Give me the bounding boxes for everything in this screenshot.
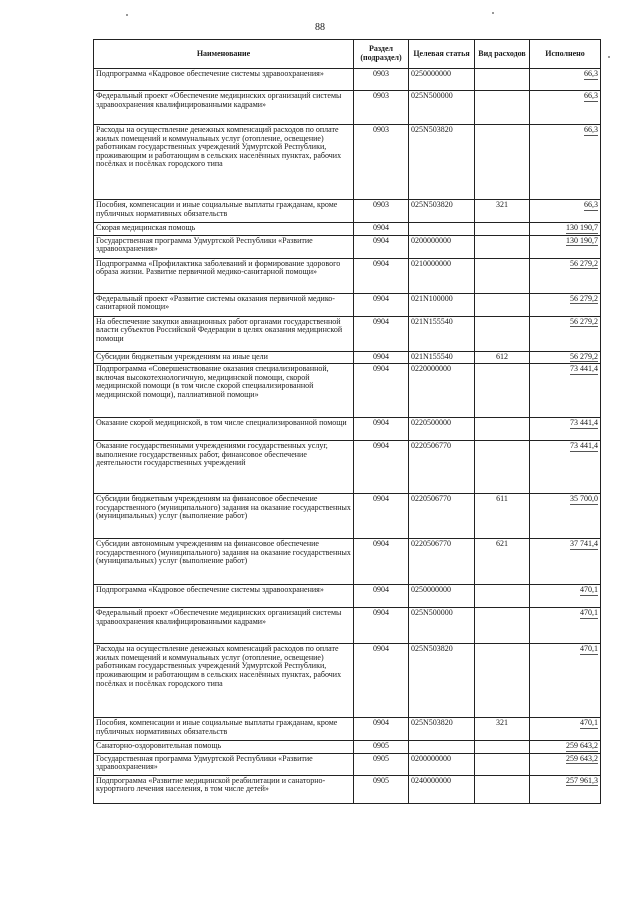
row-executed bbox=[530, 223, 601, 236]
row-target-article-text: 0220506770 bbox=[411, 539, 451, 549]
row-target-article bbox=[409, 494, 475, 539]
row-target-article bbox=[409, 223, 475, 236]
row-section bbox=[354, 364, 409, 418]
row-executed-text: 56 279,2 bbox=[570, 293, 598, 303]
row-section-text: 0903 bbox=[373, 69, 389, 78]
row-name bbox=[94, 223, 354, 236]
row-section-text: 0904 bbox=[373, 258, 389, 268]
row-executed-text: 257 961,3 bbox=[566, 775, 598, 785]
row-expense-type bbox=[475, 91, 530, 125]
row-executed-text: 73 441,4 bbox=[570, 418, 598, 428]
table-row bbox=[94, 69, 601, 91]
row-executed bbox=[530, 441, 601, 494]
row-target-article-text: 0240000000 bbox=[411, 775, 451, 785]
table-row bbox=[94, 494, 601, 539]
row-target-article-text: 021N100000 bbox=[411, 293, 453, 303]
table-row bbox=[94, 644, 601, 718]
row-executed-text: 470,1 bbox=[580, 608, 598, 618]
row-expense-type bbox=[475, 293, 530, 316]
row-section bbox=[354, 235, 409, 258]
header-executed: Исполнено bbox=[530, 40, 601, 69]
row-section bbox=[354, 644, 409, 718]
row-section-text: 0904 bbox=[373, 644, 389, 654]
row-name bbox=[94, 235, 354, 258]
table-row bbox=[94, 539, 601, 585]
row-name bbox=[94, 775, 354, 803]
row-target-article-text: 0220506770 bbox=[411, 494, 451, 504]
row-expense-type bbox=[475, 718, 530, 741]
scan-speck bbox=[492, 12, 494, 14]
row-executed-text: 470,1 bbox=[580, 718, 598, 728]
row-target-article bbox=[409, 364, 475, 418]
row-section-text: 0904 bbox=[373, 316, 389, 326]
row-expense-type bbox=[475, 585, 530, 608]
row-expense-type bbox=[475, 200, 530, 223]
row-expense-type bbox=[475, 418, 530, 441]
row-executed-text: 470,1 bbox=[580, 585, 598, 595]
row-target-article bbox=[409, 644, 475, 718]
row-target-article-text: 0220506770 bbox=[411, 441, 451, 451]
row-section-text: 0904 bbox=[373, 293, 389, 303]
table-row bbox=[94, 200, 601, 223]
row-target-article bbox=[409, 258, 475, 293]
table-row bbox=[94, 585, 601, 608]
row-name bbox=[94, 125, 354, 200]
table-row bbox=[94, 753, 601, 775]
row-name-text: Подпрограмма «Развитие медицинской реабилитации и санаторно-курортного лечения населения, в том числе детей» bbox=[96, 775, 326, 794]
row-section bbox=[354, 775, 409, 803]
row-target-article-text: 025N503820 bbox=[411, 718, 453, 728]
row-target-article bbox=[409, 69, 475, 91]
row-section bbox=[354, 494, 409, 539]
row-target-article bbox=[409, 608, 475, 644]
table-header-row bbox=[94, 40, 601, 69]
row-target-article bbox=[409, 316, 475, 351]
row-executed bbox=[530, 608, 601, 644]
row-section-text: 0904 bbox=[373, 441, 389, 451]
row-expense-type-text: 612 bbox=[496, 351, 508, 361]
row-section bbox=[354, 585, 409, 608]
row-executed-text: 66,3 bbox=[584, 125, 598, 134]
row-name bbox=[94, 441, 354, 494]
row-name bbox=[94, 258, 354, 293]
row-name-text: Оказание государственными учреждениями государственных услуг, выполнение государственных работ, финансовое обеспечение деятельности государственных учреждений bbox=[96, 441, 328, 468]
row-expense-type bbox=[475, 441, 530, 494]
row-name bbox=[94, 316, 354, 351]
row-target-article-text: 0220500000 bbox=[411, 418, 451, 428]
row-expense-type bbox=[475, 69, 530, 91]
row-name bbox=[94, 608, 354, 644]
row-name-text: Субсидии бюджетным учреждениям на финансовое обеспечение государственного (муниципального) задания на оказание государственных (муниципальных) услуг (выполнение работ) bbox=[96, 494, 351, 521]
row-target-article bbox=[409, 200, 475, 223]
row-name bbox=[94, 200, 354, 223]
row-name bbox=[94, 753, 354, 775]
table-row bbox=[94, 316, 601, 351]
table-row bbox=[94, 293, 601, 316]
table-row bbox=[94, 351, 601, 364]
header-name: Наименование bbox=[94, 40, 354, 69]
scan-speck bbox=[608, 56, 610, 58]
page-number: 88 bbox=[315, 22, 325, 33]
row-section bbox=[354, 200, 409, 223]
row-expense-type bbox=[475, 539, 530, 585]
row-name bbox=[94, 494, 354, 539]
row-executed-text: 56 279,2 bbox=[570, 316, 598, 326]
row-name-text: Скорая медицинская помощь bbox=[96, 223, 196, 232]
row-executed bbox=[530, 753, 601, 775]
row-executed-text: 73 441,4 bbox=[570, 441, 598, 451]
row-name-text: Оказание скорой медицинской, в том числе специализированной помощи bbox=[96, 418, 347, 428]
row-expense-type-text: 321 bbox=[496, 718, 508, 728]
row-section bbox=[354, 223, 409, 236]
table-row bbox=[94, 608, 601, 644]
table-row bbox=[94, 91, 601, 125]
row-name-text: На обеспечение закупки авиационных работ органами государственной власти субъектов Российской Федерации в целях оказания медицинской помощи bbox=[96, 316, 343, 343]
row-section-text: 0904 bbox=[373, 235, 389, 245]
row-target-article-text: 021N155540 bbox=[411, 351, 453, 361]
row-executed-text: 35 700,0 bbox=[570, 494, 598, 504]
row-target-article bbox=[409, 125, 475, 200]
row-expense-type bbox=[475, 125, 530, 200]
row-section bbox=[354, 608, 409, 644]
row-executed bbox=[530, 91, 601, 125]
table-row bbox=[94, 718, 601, 741]
row-target-article-text: 025N500000 bbox=[411, 91, 453, 100]
row-name-text: Санаторно-оздоровительная помощь bbox=[96, 741, 222, 751]
row-executed-text: 259 643,2 bbox=[566, 741, 598, 751]
table-row bbox=[94, 235, 601, 258]
row-executed bbox=[530, 494, 601, 539]
row-target-article-text: 025N500000 bbox=[411, 608, 453, 618]
row-section-text: 0904 bbox=[373, 539, 389, 549]
row-name-text: Государственная программа Удмуртской Республики «Развитие здравоохранения» bbox=[96, 235, 313, 254]
row-expense-type bbox=[475, 775, 530, 803]
row-target-article-text: 0250000000 bbox=[411, 585, 451, 595]
header-section: Раздел (подраздел) bbox=[354, 40, 409, 69]
row-executed bbox=[530, 364, 601, 418]
budget-execution-table bbox=[93, 39, 601, 804]
table-row bbox=[94, 741, 601, 754]
row-target-article-text: 025N503820 bbox=[411, 644, 453, 654]
row-executed bbox=[530, 741, 601, 754]
row-section-text: 0904 bbox=[373, 351, 389, 361]
row-name-text: Федеральный проект «Развитие системы оказания первичной медико-санитарной помощи» bbox=[96, 293, 335, 312]
row-name-text: Расходы на осуществление денежных компенсаций расходов по оплате жилых помещений и коммунальных услуг (отопление, освещение) работникам государственных учреждений Удмуртской Республики, проживающим и работающим в сельских населённых пунктах, рабочих посёлках и посёлках городского типа bbox=[96, 125, 342, 169]
row-name bbox=[94, 539, 354, 585]
row-executed bbox=[530, 539, 601, 585]
row-target-article bbox=[409, 718, 475, 741]
row-executed-text: 130 190,7 bbox=[566, 235, 598, 245]
row-section bbox=[354, 351, 409, 364]
row-expense-type bbox=[475, 494, 530, 539]
table-row bbox=[94, 364, 601, 418]
row-executed-text: 66,3 bbox=[584, 200, 598, 209]
row-target-article-text: 021N155540 bbox=[411, 316, 453, 326]
row-section bbox=[354, 91, 409, 125]
row-target-article-text: 0200000000 bbox=[411, 235, 451, 245]
row-executed bbox=[530, 125, 601, 200]
row-target-article-text: 025N503820 bbox=[411, 125, 453, 134]
row-executed-text: 259 643,2 bbox=[566, 753, 598, 763]
row-section bbox=[354, 125, 409, 200]
row-executed bbox=[530, 293, 601, 316]
table-row bbox=[94, 125, 601, 200]
row-name-text: Субсидии бюджетным учреждениям на иные цели bbox=[96, 351, 268, 361]
row-executed bbox=[530, 235, 601, 258]
row-executed bbox=[530, 644, 601, 718]
row-target-article bbox=[409, 539, 475, 585]
row-target-article bbox=[409, 775, 475, 803]
row-expense-type bbox=[475, 644, 530, 718]
row-name bbox=[94, 351, 354, 364]
row-target-article bbox=[409, 741, 475, 754]
row-name-text: Федеральный проект «Обеспечение медицинских организаций системы здравоохранения квалифицированными кадрами» bbox=[96, 91, 342, 109]
row-section bbox=[354, 293, 409, 316]
row-executed-text: 130 190,7 bbox=[566, 223, 598, 232]
row-target-article-text: 0220000000 bbox=[411, 364, 451, 374]
row-name-text: Пособия, компенсации и иные социальные выплаты гражданам, кроме публичных нормативных обязательств bbox=[96, 718, 338, 736]
row-section-text: 0904 bbox=[373, 223, 389, 232]
row-executed bbox=[530, 316, 601, 351]
row-executed bbox=[530, 351, 601, 364]
row-target-article bbox=[409, 235, 475, 258]
row-executed-text: 56 279,2 bbox=[570, 351, 598, 361]
table-row bbox=[94, 441, 601, 494]
table-row bbox=[94, 223, 601, 236]
row-name-text: Федеральный проект «Обеспечение медицинских организаций системы здравоохранения квалифицированными кадрами» bbox=[96, 608, 342, 626]
row-name bbox=[94, 418, 354, 441]
row-target-article bbox=[409, 441, 475, 494]
table-row bbox=[94, 418, 601, 441]
row-executed bbox=[530, 775, 601, 803]
row-expense-type bbox=[475, 608, 530, 644]
row-section bbox=[354, 718, 409, 741]
row-expense-type bbox=[475, 741, 530, 754]
row-expense-type bbox=[475, 235, 530, 258]
row-expense-type-text: 611 bbox=[496, 494, 508, 504]
row-executed bbox=[530, 718, 601, 741]
row-section-text: 0903 bbox=[373, 125, 389, 134]
row-name bbox=[94, 644, 354, 718]
row-expense-type-text: 321 bbox=[496, 200, 508, 209]
row-section-text: 0904 bbox=[373, 418, 389, 428]
row-expense-type bbox=[475, 223, 530, 236]
row-target-article bbox=[409, 293, 475, 316]
row-name-text: Подпрограмма «Кадровое обеспечение системы здравоохранения» bbox=[96, 585, 324, 595]
row-executed bbox=[530, 200, 601, 223]
header-expense-type: Вид расходов bbox=[475, 40, 530, 69]
row-section-text: 0904 bbox=[373, 608, 389, 618]
row-executed bbox=[530, 418, 601, 441]
row-section-text: 0904 bbox=[373, 718, 389, 728]
row-section bbox=[354, 258, 409, 293]
row-name-text: Пособия, компенсации и иные социальные выплаты гражданам, кроме публичных нормативных обязательств bbox=[96, 200, 338, 218]
row-section bbox=[354, 539, 409, 585]
row-executed bbox=[530, 585, 601, 608]
row-name bbox=[94, 718, 354, 741]
row-executed-text: 56 279,2 bbox=[570, 258, 598, 268]
row-section-text: 0903 bbox=[373, 91, 389, 100]
row-name bbox=[94, 585, 354, 608]
row-name-text: Подпрограмма «Кадровое обеспечение системы здравоохранения» bbox=[96, 69, 324, 78]
row-executed bbox=[530, 69, 601, 91]
row-target-article-text: 0200000000 bbox=[411, 753, 451, 763]
row-name-text: Подпрограмма «Совершенствование оказания специализированной, включая высокотехнологичную, медицинской помощи, скорой медицинской помощи (в том числе скорой специализированной медицинской помощи), паллиативной помощи» bbox=[96, 364, 329, 399]
table-row bbox=[94, 775, 601, 803]
row-target-article bbox=[409, 585, 475, 608]
row-executed-text: 470,1 bbox=[580, 644, 598, 654]
row-executed bbox=[530, 258, 601, 293]
row-section bbox=[354, 753, 409, 775]
row-executed-text: 37 741,4 bbox=[570, 539, 598, 549]
row-section-text: 0904 bbox=[373, 494, 389, 504]
row-section bbox=[354, 741, 409, 754]
row-name bbox=[94, 69, 354, 91]
row-name bbox=[94, 741, 354, 754]
row-section bbox=[354, 418, 409, 441]
row-expense-type bbox=[475, 753, 530, 775]
row-name bbox=[94, 91, 354, 125]
row-name-text: Расходы на осуществление денежных компенсаций расходов по оплате жилых помещений и коммунальных услуг (отопление, освещение) работникам государственных учреждений Удмуртской Республики, проживающим и работающим в сельских населённых пунктах, рабочих посёлках и посёлках городского типа bbox=[96, 644, 342, 688]
row-name bbox=[94, 364, 354, 418]
row-expense-type bbox=[475, 364, 530, 418]
row-target-article bbox=[409, 753, 475, 775]
row-section-text: 0904 bbox=[373, 364, 389, 374]
row-executed-text: 66,3 bbox=[584, 91, 598, 100]
row-section-text: 0904 bbox=[373, 585, 389, 595]
row-target-article-text: 0210000000 bbox=[411, 258, 451, 268]
row-expense-type bbox=[475, 258, 530, 293]
row-target-article-text: 025N503820 bbox=[411, 200, 453, 209]
row-section-text: 0903 bbox=[373, 200, 389, 209]
row-target-article bbox=[409, 418, 475, 441]
row-section-text: 0905 bbox=[373, 753, 389, 763]
row-section bbox=[354, 441, 409, 494]
row-expense-type bbox=[475, 351, 530, 364]
row-expense-type-text: 621 bbox=[496, 539, 508, 549]
row-name bbox=[94, 293, 354, 316]
row-target-article bbox=[409, 351, 475, 364]
row-executed-text: 66,3 bbox=[584, 69, 598, 78]
header-target-article: Целевая статья bbox=[409, 40, 475, 69]
row-name-text: Подпрограмма «Профилактика заболеваний и формирование здорового образа жизни. Развитие первичной медико-санитарной помощи» bbox=[96, 258, 341, 277]
row-name-text: Субсидии автономным учреждениям на финансовое обеспечение государственного (муниципального) задания на оказание государственных (муниципальных) услуг (выполнение работ) bbox=[96, 539, 351, 566]
table-row bbox=[94, 258, 601, 293]
row-section bbox=[354, 69, 409, 91]
row-executed-text: 73 441,4 bbox=[570, 364, 598, 374]
row-section-text: 0905 bbox=[373, 775, 389, 785]
scan-speck bbox=[126, 14, 128, 16]
row-target-article bbox=[409, 91, 475, 125]
row-target-article-text: 0250000000 bbox=[411, 69, 451, 78]
row-name-text: Государственная программа Удмуртской Республики «Развитие здравоохранения» bbox=[96, 753, 313, 772]
row-section bbox=[354, 316, 409, 351]
row-expense-type bbox=[475, 316, 530, 351]
row-section-text: 0905 bbox=[373, 741, 389, 751]
